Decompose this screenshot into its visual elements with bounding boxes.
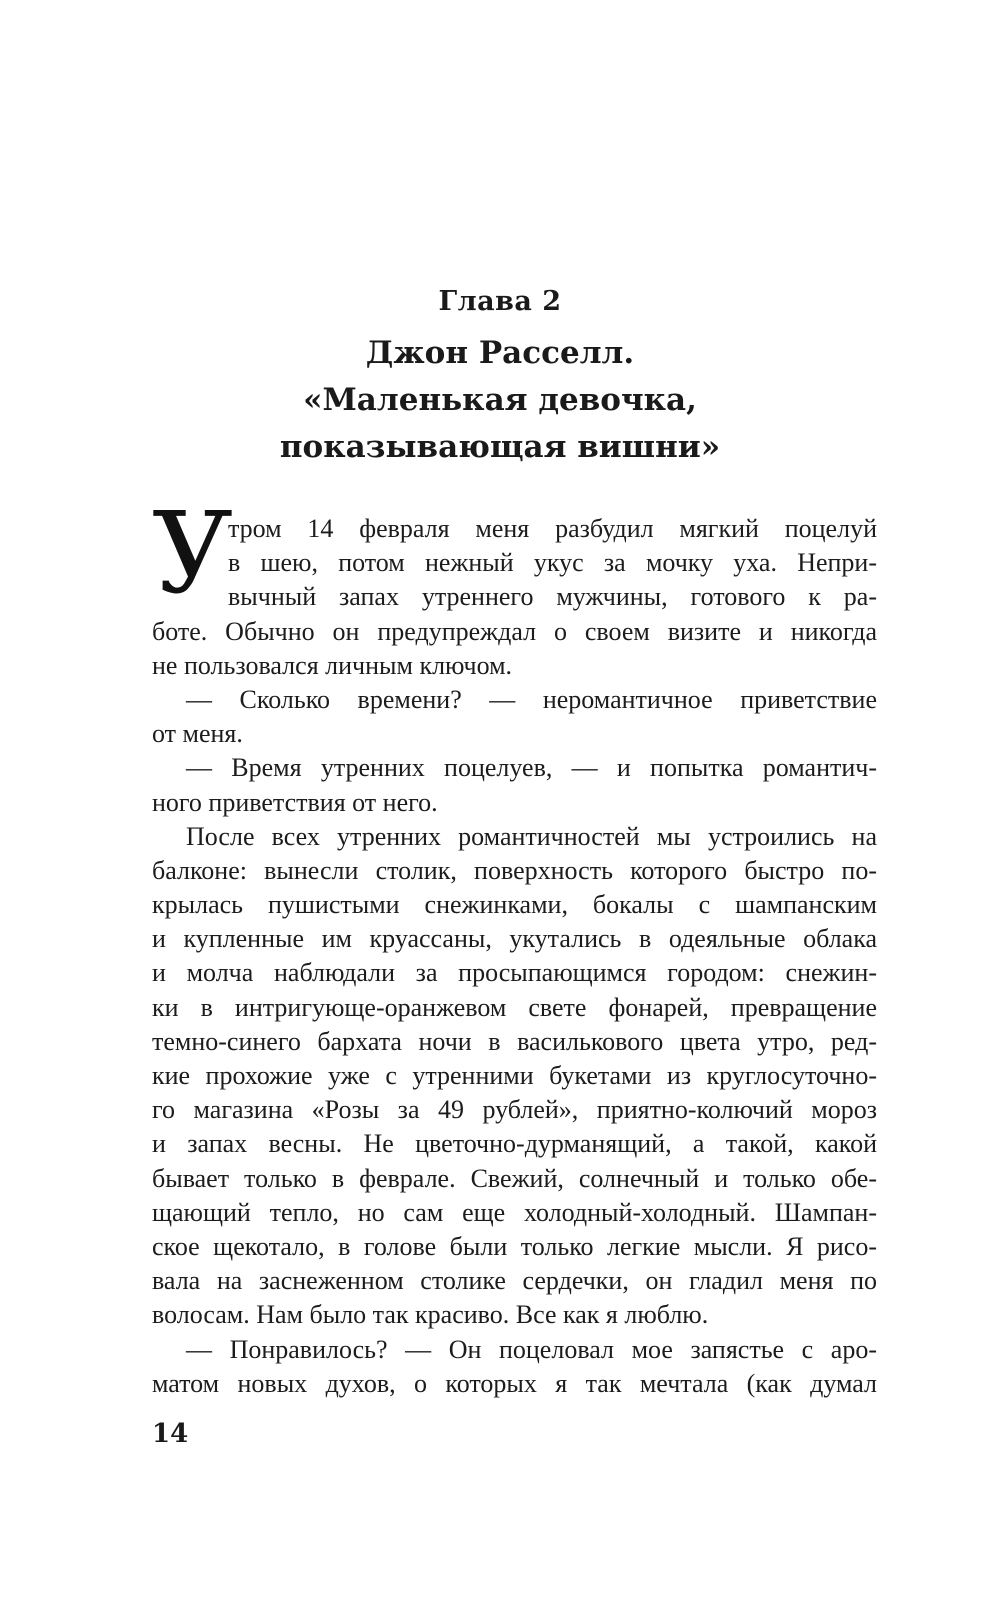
text-line: крылась пушистыми снежинками, бокалы с шампанским [152,890,877,920]
text-line: волосам. Нам было так красиво. Все как я люблю. [152,1300,709,1330]
chapter-title [0,330,1000,471]
text-line: После всех утренних романтичностей мы устроились на [186,821,877,851]
chapter-label: Глава 2 [438,286,562,317]
text-line: не пользовался личным ключом. [152,650,513,680]
text-line: матом новых духов, о которых я так мечтала (как думал [152,1368,877,1398]
text-line: — Сколько времени? — неромантичное приветствие [186,684,877,714]
text-line: и запах весны. Не цветочно-дурманящий, а такой, какой [152,1129,877,1159]
chapter-title-line: Джон Расселл. [365,335,635,371]
text-line: боте. Обычно он предупреждал о своем визите и никогда [152,616,877,646]
text-line: щающий тепло, но сам еще холодный-холодный. Шампан- [152,1197,877,1227]
text-line: ское щекотало, в голове были только легкие мысли. Я рисо- [152,1231,877,1261]
chapter-title-line: «Маленькая девочка, [303,382,697,418]
page-number: 14 [152,1419,189,1449]
text-line: в шею, потом нежный укус за мочку уха. Непри- [228,548,877,578]
text-line: — Время утренних поцелуев, — и попытка романтич- [186,753,877,783]
text-line: темно-синего бархата ночи в василькового цвета утро, ред- [152,1026,877,1056]
drop-cap: У [152,489,233,619]
text-line: от меня. [152,719,243,749]
text-line: кие прохожие уже с утренними букетами из круглосуточно- [152,1061,877,1090]
chapter-title-line: показывающая вишни» [279,429,721,465]
body-text [152,489,877,1401]
text-line: бывает только в феврале. Свежий, солнечный и только обе- [152,1163,877,1193]
text-line: го магазина «Розы за 49 рублей», приятно-колючий мороз [152,1095,877,1125]
text-line: вала на заснеженном столике сердечки, он гладил меня по [152,1266,877,1296]
text-line: ного приветствия от него. [152,787,438,817]
text-line: тром 14 февраля меня разбудил мягкий поцелуй [228,514,877,543]
text-line: ки в интригующе-оранжевом свете фонарей, превращение [152,992,877,1022]
text-line: балконе: вынесли столик, поверхность которого быстро по- [152,855,877,885]
text-line: — Понравилось? — Он поцеловал мое запястье с аро- [186,1334,877,1364]
text-line: и молча наблюдали за просыпающимся городом: снежин- [152,958,877,988]
text-line: вычный запах утреннего мужчины, готового к ра- [228,582,877,612]
text-line: и купленные им круассаны, укутались в одеяльные облака [152,924,877,954]
